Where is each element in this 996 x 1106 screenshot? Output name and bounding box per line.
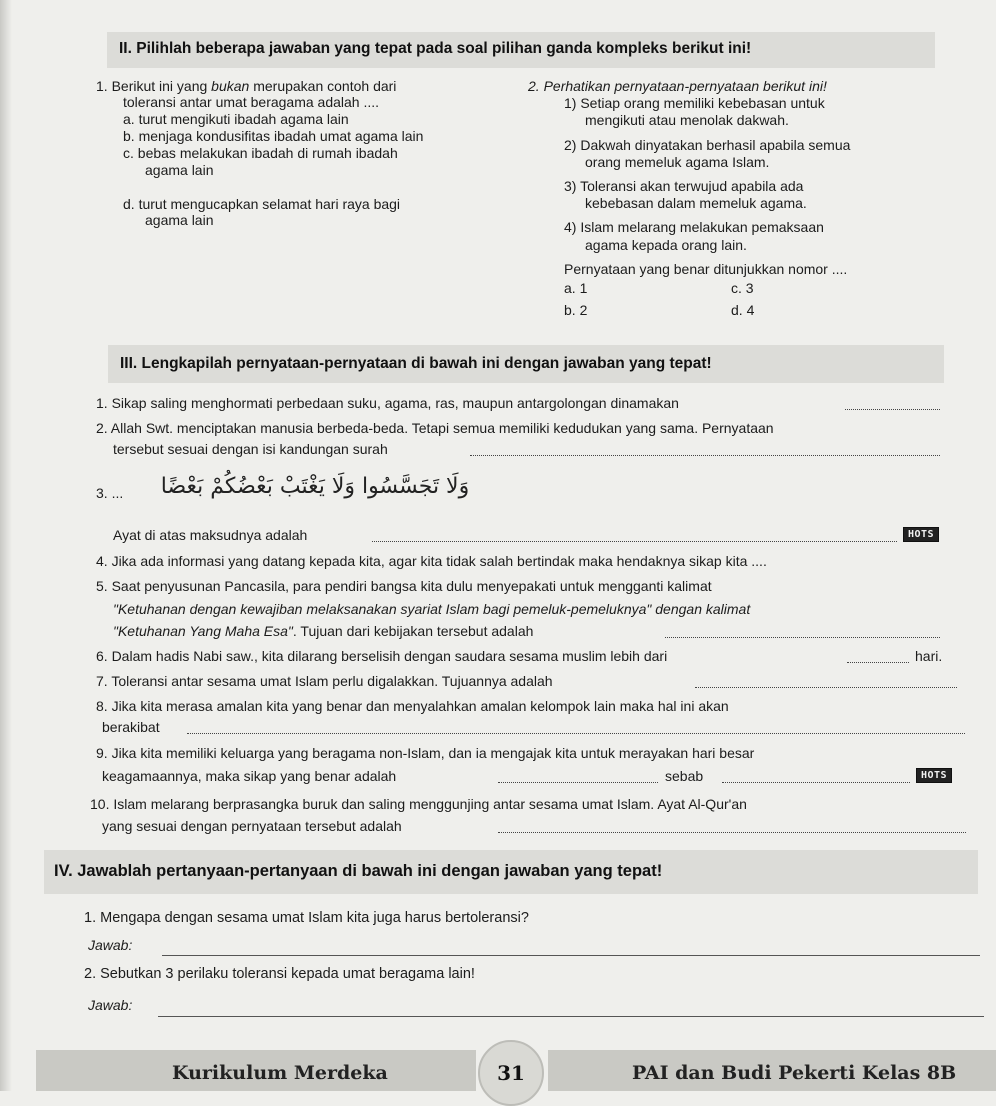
s3-q9-blank1[interactable] — [498, 782, 658, 783]
s2-q1-option-b: b. menjaga kondusifitas ibadah umat agama lain — [123, 128, 424, 144]
s3-q10-line2: yang sesuai dengan pernyataan tersebut adalah — [102, 818, 402, 834]
s3-q8-line2: berakibat — [102, 719, 160, 735]
s2-q2-stmt1a: 1) Setiap orang memiliki kebebasan untuk — [564, 95, 825, 111]
s3-q1-blank[interactable] — [845, 409, 940, 410]
s2-q2-option-c: c. 3 — [731, 280, 754, 296]
s3-q4: 4. Jika ada informasi yang datang kepada kita, agar kita tidak salah bertindak maka hendaknya sikap kita .... — [96, 553, 767, 569]
s3-q10-blank[interactable] — [498, 832, 966, 833]
s3-q8-blank[interactable] — [187, 733, 965, 734]
s2-q2-stmt4b: agama kepada orang lain. — [585, 237, 747, 253]
s3-q10-line1: 10. Islam melarang berprasangka buruk dan saling menggunjing antar sesama umat Islam. Ayat Al-Qur'an — [90, 796, 747, 812]
section-3-heading: III. Lengkapilah pernyataan-pernyataan di bawah ini dengan jawaban yang tepat! — [108, 345, 944, 383]
s3-q7: 7. Toleransi antar sesama umat Islam perlu digalakkan. Tujuannya adalah — [96, 673, 553, 689]
s3-q6-blank[interactable] — [847, 662, 909, 663]
s2-q1-l1b: bukan — [211, 78, 250, 94]
s3-q3-number: 3. ... — [96, 485, 124, 501]
s2-q2-option-a: a. 1 — [564, 280, 588, 296]
s2-q2-stmt1b: mengikuti atau menolak dakwah. — [585, 112, 789, 128]
s3-q2-line2: tersebut sesuai dengan isi kandungan surah — [113, 441, 388, 457]
s2-q2-line1: 2. Perhatikan pernyataan-pernyataan berikut ini! — [528, 78, 827, 94]
s4-jawab1-label: Jawab: — [88, 937, 133, 953]
section-4-heading: IV. Jawablah pertanyaan-pertanyaan di bawah ini dengan jawaban yang tepat! — [44, 850, 978, 894]
s3-q2-blank[interactable] — [470, 455, 940, 456]
s2-q2-stmt4a: 4) Islam melarang melakukan pemaksaan — [564, 219, 824, 235]
s2-q1-line1 — [96, 78, 396, 94]
s3-q8-line1: 8. Jika kita merasa amalan kita yang benar dan menyalahkan amalan kelompok lain maka hal ini akan — [96, 698, 729, 714]
s2-q1-l1c: merupakan contoh dari — [249, 78, 397, 94]
s3-q9-line2: keagamaannya, maka sikap yang benar adalah — [102, 768, 397, 784]
s3-q5-line2: "Ketuhanan dengan kewajiban melaksanakan syariat Islam bagi pemeluk-pemeluknya" dengan kalimat — [113, 601, 751, 617]
s2-q2-option-d: d. 4 — [731, 302, 755, 318]
s3-q1: 1. Sikap saling menghormati perbedaan suku, agama, ras, maupun antargolongan dinamakan — [96, 395, 679, 411]
s3-q6: 6. Dalam hadis Nabi saw., kita dilarang berselisih dengan saudara sesama muslim lebih dari — [96, 648, 668, 664]
footer-curriculum: Kurikulum Merdeka — [172, 1062, 388, 1084]
s3-q5-line3 — [113, 623, 533, 639]
s4-answer1-line[interactable] — [162, 955, 980, 956]
s3-q9-blank2[interactable] — [722, 782, 910, 783]
s2-q1-option-d1: d. turut mengucapkan selamat hari raya bagi — [123, 196, 401, 212]
s2-q2-stmt3a: 3) Toleransi akan terwujud apabila ada — [564, 178, 804, 194]
s4-q2: 2. Sebutkan 3 perilaku toleransi kepada umat beragama lain! — [84, 966, 475, 982]
s4-answer2-line[interactable] — [158, 1016, 984, 1017]
s2-q1-option-c2: agama lain — [145, 162, 214, 178]
s4-q1: 1. Mengapa dengan sesama umat Islam kita juga harus bertoleransi? — [84, 910, 529, 926]
s3-q2-line1: 2. Allah Swt. menciptakan manusia berbeda-beda. Tetapi semua memiliki kedudukan yang sama. Pernyataan — [96, 420, 774, 436]
s3-q5-line1: 5. Saat penyusunan Pancasila, para pendiri bangsa kita dulu menyepakati untuk mengganti kalimat — [96, 578, 712, 594]
s3-q7-blank[interactable] — [695, 687, 957, 688]
page-binding-shadow — [0, 0, 12, 1091]
s3-q3-blank[interactable] — [372, 541, 897, 542]
s3-q9-line1: 9. Jika kita memiliki keluarga yang beragama non-Islam, dan ia mengajak kita untuk merayakan hari besar — [96, 745, 755, 761]
footer-book-title: PAI dan Budi Pekerti Kelas 8B — [632, 1062, 957, 1084]
section-2-heading: II. Pilihlah beberapa jawaban yang tepat pada soal pilihan ganda kompleks berikut ini! — [107, 32, 935, 68]
s3-q9-sebab: sebab — [665, 768, 704, 784]
s2-q1-option-c1: c. bebas melakukan ibadah di rumah ibadah — [123, 145, 398, 161]
hots-badge-q3: HOTS — [903, 527, 939, 542]
s3-q6-tail: hari. — [915, 648, 943, 664]
s3-q5-tail: . Tujuan dari kebijakan tersebut adalah — [292, 623, 534, 639]
s2-q1-line2: toleransi antar umat beragama adalah .... — [123, 94, 380, 110]
s2-q2-stmt3b: kebebasan dalam memeluk agama. — [585, 195, 807, 211]
s2-q2-prompt: Pernyataan yang benar ditunjukkan nomor .... — [564, 261, 848, 277]
s2-q1-option-d2: agama lain — [145, 212, 214, 228]
s2-q2-stmt2a: 2) Dakwah dinyatakan berhasil apabila semua — [564, 137, 851, 153]
s3-q3-arabic-verse: وَلَا تَجَسَّسُوا وَلَا يَغْتَبْ بَعْضُكُمْ بَعْضًا — [160, 474, 470, 499]
s4-jawab2-label: Jawab: — [88, 997, 133, 1013]
hots-badge-q9: HOTS — [916, 768, 952, 783]
s2-q1-l1a: 1. Berikut ini yang — [96, 78, 212, 94]
s3-q5-blank[interactable] — [665, 637, 940, 638]
s3-q5-quote: "Ketuhanan Yang Maha Esa" — [113, 623, 293, 639]
s2-q2-stmt2b: orang memeluk agama Islam. — [585, 154, 770, 170]
s3-q3-prompt: Ayat di atas maksudnya adalah — [113, 527, 308, 543]
s2-q1-option-a: a. turut mengikuti ibadah agama lain — [123, 111, 349, 127]
s2-q2-option-b: b. 2 — [564, 302, 588, 318]
page-number: 31 — [478, 1040, 544, 1106]
